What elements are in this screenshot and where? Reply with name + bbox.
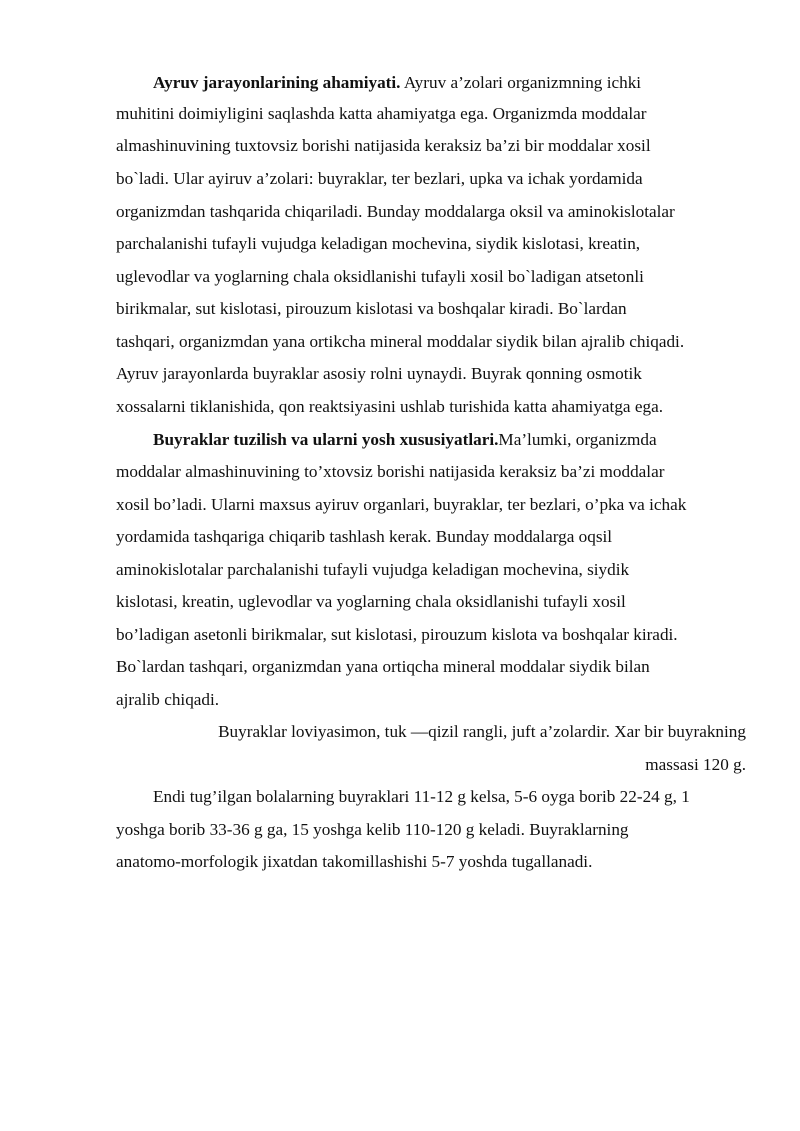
paragraph-1-line-9: tashqari, organizmdan yana ortikcha mineral moddalar siydik bilan ajralib chiqadi. [116,332,685,351]
paragraph-1-line-3: almashinuvining tuxtovsiz borishi natijasida keraksiz ba’zi bir moddalar xosil [116,136,651,155]
paragraph-1-line-10: Ayruv jarayonlarda buyraklar asosiy rolni uynaydi. Buyrak qonning osmotik [116,364,642,383]
paragraph-2-line-8: Bo`lardan tashqari, organizmdan yana ortiqcha mineral moddalar siydik bilan [116,657,650,676]
paragraph-2-line-9: ajralib chiqadi. [116,690,220,709]
paragraph-1-line-7: uglevodlar va yoglarning chala oksidlanishi tufayli xosil bo`ladigan atsetonli [116,267,644,286]
paragraph-4-line-3: anatomo-morfologik jixatdan takomillashishi 5-7 yoshda tugallanadi. [116,852,593,871]
paragraph-1-line-2: muhitini doimiyligini saqlashda katta ahamiyatga ega. Organizmda moddalar [116,104,647,123]
paragraph-2-heading: Buyraklar tuzilish va ularni yosh xususiyatlari. [153,430,499,449]
paragraph-2-line-2: moddalar almashinuvining to’xtovsiz borishi natijasida keraksiz ba’zi moddalar [116,462,665,481]
paragraph-3-line-2: massasi 120 g. [645,755,746,774]
paragraph-1-line-4: bo`ladi. Ular ayiruv a’zolari: buyraklar, ter bezlari, upka va ichak yordamida [116,169,643,188]
paragraph-4-line-2: yoshga borib 33-36 g ga, 15 yoshga kelib 110-120 g keladi. Buyraklarning [116,820,629,839]
paragraph-1-line-6: parchalanishi tufayli vujudga keladigan mochevina, siydik kislotasi, kreatin, [116,234,641,253]
paragraph-1-line-8: birikmalar, sut kislotasi, pirouzum kislotasi va boshqalar kiradi. Bo`lardan [116,299,627,318]
paragraph-4-line-1: Endi tug’ilgan bolalarning buyraklari 11-12 g kelsa, 5-6 oyga borib 22-24 g, 1 [153,787,690,806]
paragraph-2-line-3: xosil bo’ladi. Ularni maxsus ayiruv organlari, buyraklar, ter bezlari, o’pka va ichak [116,495,687,514]
paragraph-1-line-5: organizmdan tashqarida chiqariladi. Bunday moddalarga oksil va aminokislotalar [116,202,675,221]
paragraph-1-heading: Ayruv jarayonlarining ahamiyati. [153,73,401,92]
paragraph-2-line-6: kislotasi, kreatin, uglevodlar va yoglarning chala oksidlanishi tufayli xosil [116,592,626,611]
paragraph-2-line-7: bo’ladigan asetonli birikmalar, sut kislotasi, pirouzum kislota va boshqalar kiradi. [116,625,678,644]
paragraph-2-line-1 [153,428,657,452]
paragraph-2-line-4: yordamida tashqariga chiqarib tashlash kerak. Bunday moddalarga oqsil [116,527,613,546]
paragraph-2-line-5: aminokislotalar parchalanishi tufayli vujudga keladigan mochevina, siydik [116,560,630,579]
paragraph-2-text: Ma’lumki, organizmda [498,430,657,449]
paragraph-3-line-1: Buyraklar loviyasimon, tuk —qizil rangli, juft a’zolardir. Xar bir buyrakning [218,722,746,741]
paragraph-1-line-1 [153,71,641,95]
paragraph-1-line-11: xossalarni tiklanishida, qon reaktsiyasini ushlab turishida katta ahamiyatga ega. [116,397,663,416]
paragraph-1-text: Ayruv a’zolari organizmning ichki [400,73,642,92]
